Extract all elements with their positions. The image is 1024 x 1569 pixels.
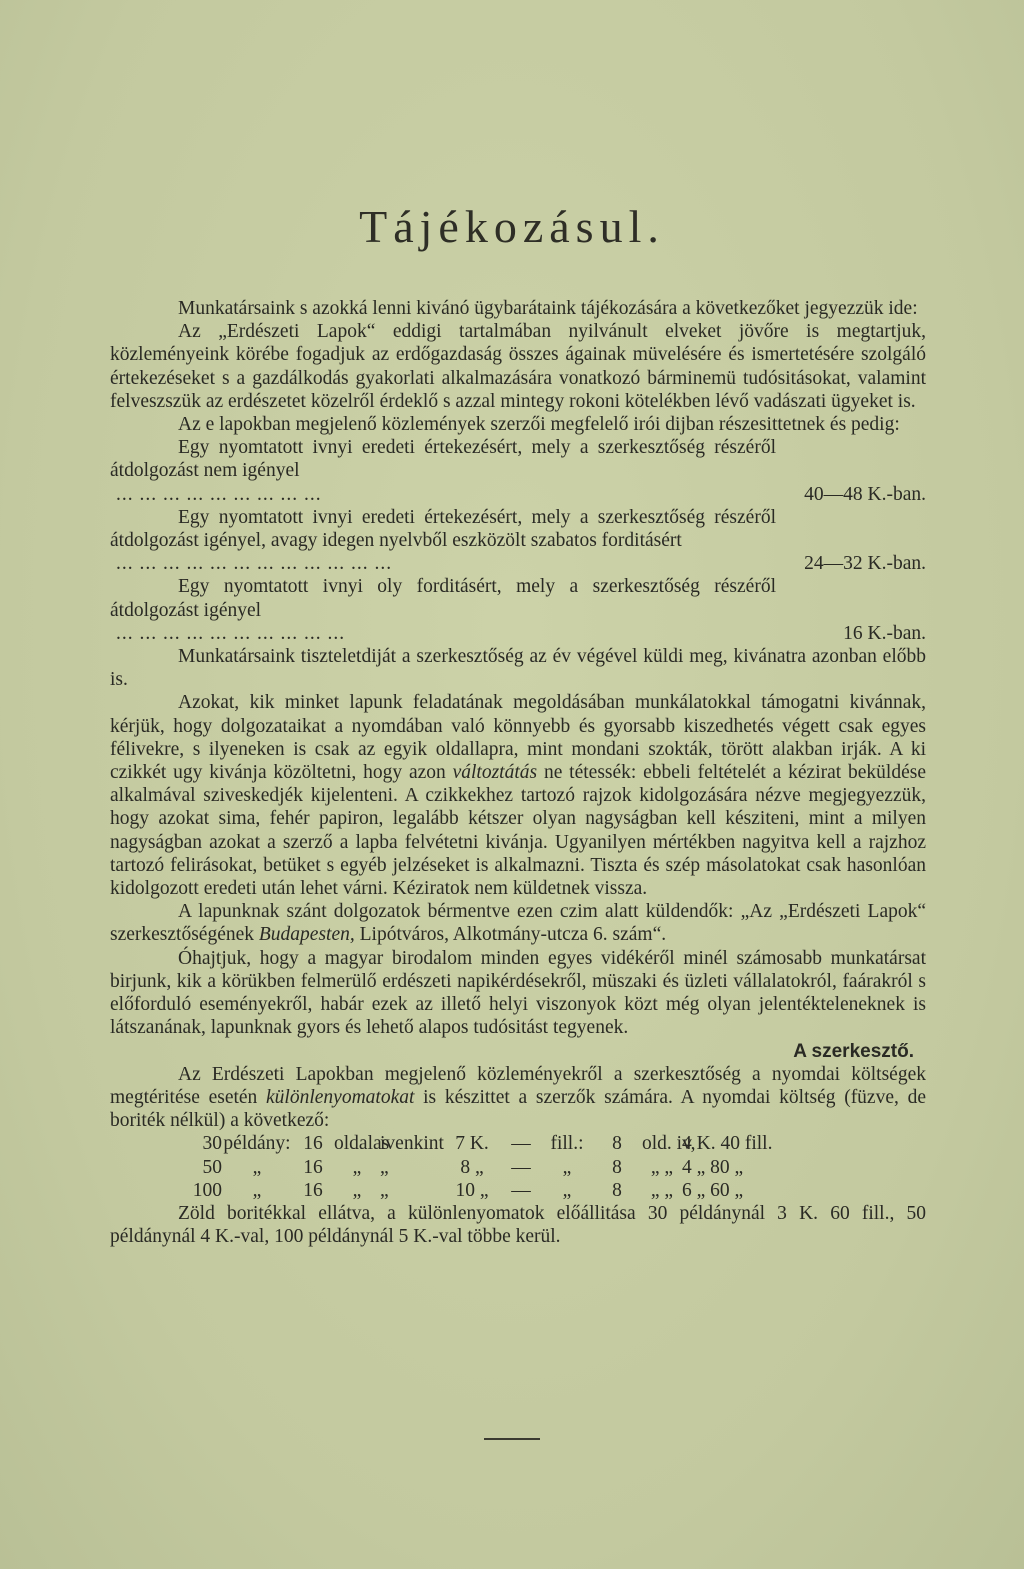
table-cell: „ (380, 1156, 389, 1178)
table-cell: példány: (223, 1133, 291, 1155)
paragraph-fees: Az e lapokban megjelenő közlemények szerzői megfelelő irói dijban részesittetnek és pedig: (178, 414, 900, 436)
table-cell: 100 (192, 1179, 222, 1201)
table-cell: „ (352, 1156, 362, 1178)
table-cell: 8 „ (460, 1156, 484, 1178)
leader-dots: ... ... ... ... ... ... ... ... ... (116, 483, 322, 505)
emphasis: Budapesten, (258, 924, 355, 946)
text-run: Lipótváros, Alkotmány-utcza 6. szám“. (354, 924, 667, 946)
table-cell: „ (252, 1179, 262, 1201)
table-cell: 30 (202, 1133, 222, 1155)
table-cell: 10 „ (455, 1179, 489, 1201)
cost-table (160, 1132, 926, 1202)
table-cell: — (511, 1179, 531, 1201)
closing-rule (484, 1438, 540, 1440)
price-value-line (110, 483, 926, 506)
price-item (110, 575, 926, 621)
paragraph-covers: Zöld boritékkal ellátva, a különlenyomatok előállitása 30 példánynál 3 K. 60 fill., 50 példánynál 4 K.-val, 100 példánynál 5 K.-val többe kerül. (110, 1202, 926, 1248)
table-cell: ivenkint (380, 1133, 444, 1155)
table-cell: oldalas (334, 1133, 390, 1155)
price-value: 24—32 K.-ban. (804, 553, 926, 575)
price-text: Egy nyomtatott ivnyi eredeti értekezésért, mely a szerkesztőség részéről átdolgozást nem igényel (110, 437, 776, 482)
table-cell: — (511, 1133, 531, 1155)
table-cell: 6 „ 60 „ (682, 1179, 744, 1201)
table-row (160, 1179, 926, 1202)
document-body (110, 297, 926, 1248)
emphasis: változtátás (452, 762, 538, 784)
table-cell: 16 (303, 1156, 323, 1178)
table-cell: 8 (612, 1179, 622, 1201)
table-cell: old. iv, (642, 1133, 696, 1155)
text-run: A lapunknak szánt dolgozatok bérmentve ezen czim alatt küldendők: „Az „Erdészeti Lapok“ szerkesztőségének (110, 901, 926, 946)
price-value-line (110, 622, 926, 645)
table-cell: 8 (612, 1156, 622, 1178)
paragraph-scope: Az „Erdészeti Lapok“ eddigi tartalmában nyilvánult elveket jövőre is megtartjuk, közleményeink körébe fogadjuk az erdőgazdaság összes ágainak müvelésére és ismertetésére szolgáló értekezéseket s a gazdálkodás gyakorlati alkalmazására vonatkozó bárminemü tudósitásokat, valamint felveszszük az erdészetet közelről érdeklő s azzal mintegy rokoni kötelékben lévő vadászati ügyeket is. (110, 321, 926, 412)
table-cell: 4 „ 80 „ (682, 1156, 744, 1178)
leader-dots: ... ... ... ... ... ... ... ... ... ... ... ... (116, 553, 393, 575)
paragraph-offprints (110, 1063, 926, 1133)
table-cell: „ (252, 1156, 262, 1178)
text-run: is készittet a szerzők számára. A nyomdai költség (füzve, de boriték nélkül) a következő: (110, 1086, 926, 1132)
price-value-line (110, 552, 926, 575)
emphasis: különlenyomatokat (266, 1086, 415, 1108)
table-cell: „ „ (650, 1179, 674, 1201)
table-cell: „ (562, 1179, 572, 1201)
table-cell: „ (562, 1156, 572, 1178)
table-cell: 7 K. (455, 1133, 489, 1155)
price-value: 16 K.-ban. (843, 622, 926, 644)
text-run: ne tétessék: ebbeli feltételét a kézirat beküldése alkalmával sziveskedjék kijelenteni. A czikkekhez tartozó rajzok kidolgozására nézve megjegyezzük, hogy azokat sima, fehér papiron, legalább kétszer olyan nagyságban kell késziteni, mint a milyen nagyságban azokat a szerző a lapba felvétetni kivánja. Ugyanilyen mértékben nagyitva kell a rajzhoz tartozó felirásokat, betüket s egyéb jelzéseket is alkalmazni. Tiszta és szép másolatokat csak hasonlóan kidolgozott eredeti után lehet várni. Kéziratok nem küldetnek vissza. (110, 762, 926, 900)
paragraph-address (110, 900, 926, 946)
table-cell: fill.: (550, 1133, 584, 1155)
table-cell: „ (352, 1179, 362, 1201)
table-cell: 16 (303, 1179, 323, 1201)
price-item (110, 506, 926, 552)
paragraph-honorarium: Munkatársaink tiszteletdiját a szerkesztőség az év végével küldi meg, kivánatra azonban előbb is. (110, 646, 926, 691)
price-item (110, 436, 926, 482)
text-run: Azokat, kik minket lapunk feladatának megoldásában munkálatokkal támogatni kivánnak, kérjük, hogy dolgozataikat a nyomdában való könnyebb és gyorsabb kiszedhetés végett csak egyes félivekre, s ilyeneken is csak az egyik oldallapra, mint mondani szokták, törött alakban irják. A ki czikkét ugy kivánja közöltetni, hogy azon (110, 692, 926, 784)
price-value: 40—48 K.-ban. (804, 483, 926, 505)
intro-paragraph: Munkatársaink s azokká lenni kivánó ügybarátaink tájékozására a következőket jegyezzük ide: (178, 298, 918, 319)
table-cell: — (511, 1156, 531, 1178)
table-cell: 16 (303, 1133, 323, 1155)
price-list (110, 436, 926, 645)
text-run: Az Erdészeti Lapokban megjelenő közleményekről a szerkesztőség a nyomdai költségek megtéritése esetén (110, 1063, 926, 1108)
table-cell: „ (380, 1179, 389, 1201)
table-cell: „ „ (650, 1156, 674, 1178)
price-text: Egy nyomtatott ivnyi oly forditásért, mely a szerkesztőség részéről átdolgozást igényel (110, 576, 776, 621)
paragraph-contributors: Óhajtjuk, hogy a magyar birodalom minden egyes vidékéről minél számosabb munkatársat birjunk, kik a körükben felmerülő erdészeti napikérdésekről, müszaki és üzleti vállalatokról, faárakról s előforduló eseményekről, habár ezek az illető helyi viszonyok közt még olyan jelentékteleneknek is látszanának, lapunknak gyors és lehető alapos tudósitást tegyenek. (110, 947, 926, 1039)
table-cell: 8 (612, 1133, 622, 1155)
page-title: Tájékozásul. (359, 201, 665, 252)
price-text: Egy nyomtatott ivnyi eredeti értekezésért, mely a szerkesztőség részéről átdolgozást igényel, avagy idegen nyelvből eszközölt szabatos forditásért (110, 506, 776, 552)
table-cell: 50 (202, 1156, 222, 1178)
table-cell: 4 K. 40 fill. (682, 1133, 773, 1155)
table-row (160, 1132, 926, 1155)
paragraph-manuscripts (110, 691, 926, 900)
leader-dots: ... ... ... ... ... ... ... ... ... ... (116, 622, 346, 644)
table-row (160, 1156, 926, 1179)
signature: A szerkesztő. (793, 1040, 914, 1062)
